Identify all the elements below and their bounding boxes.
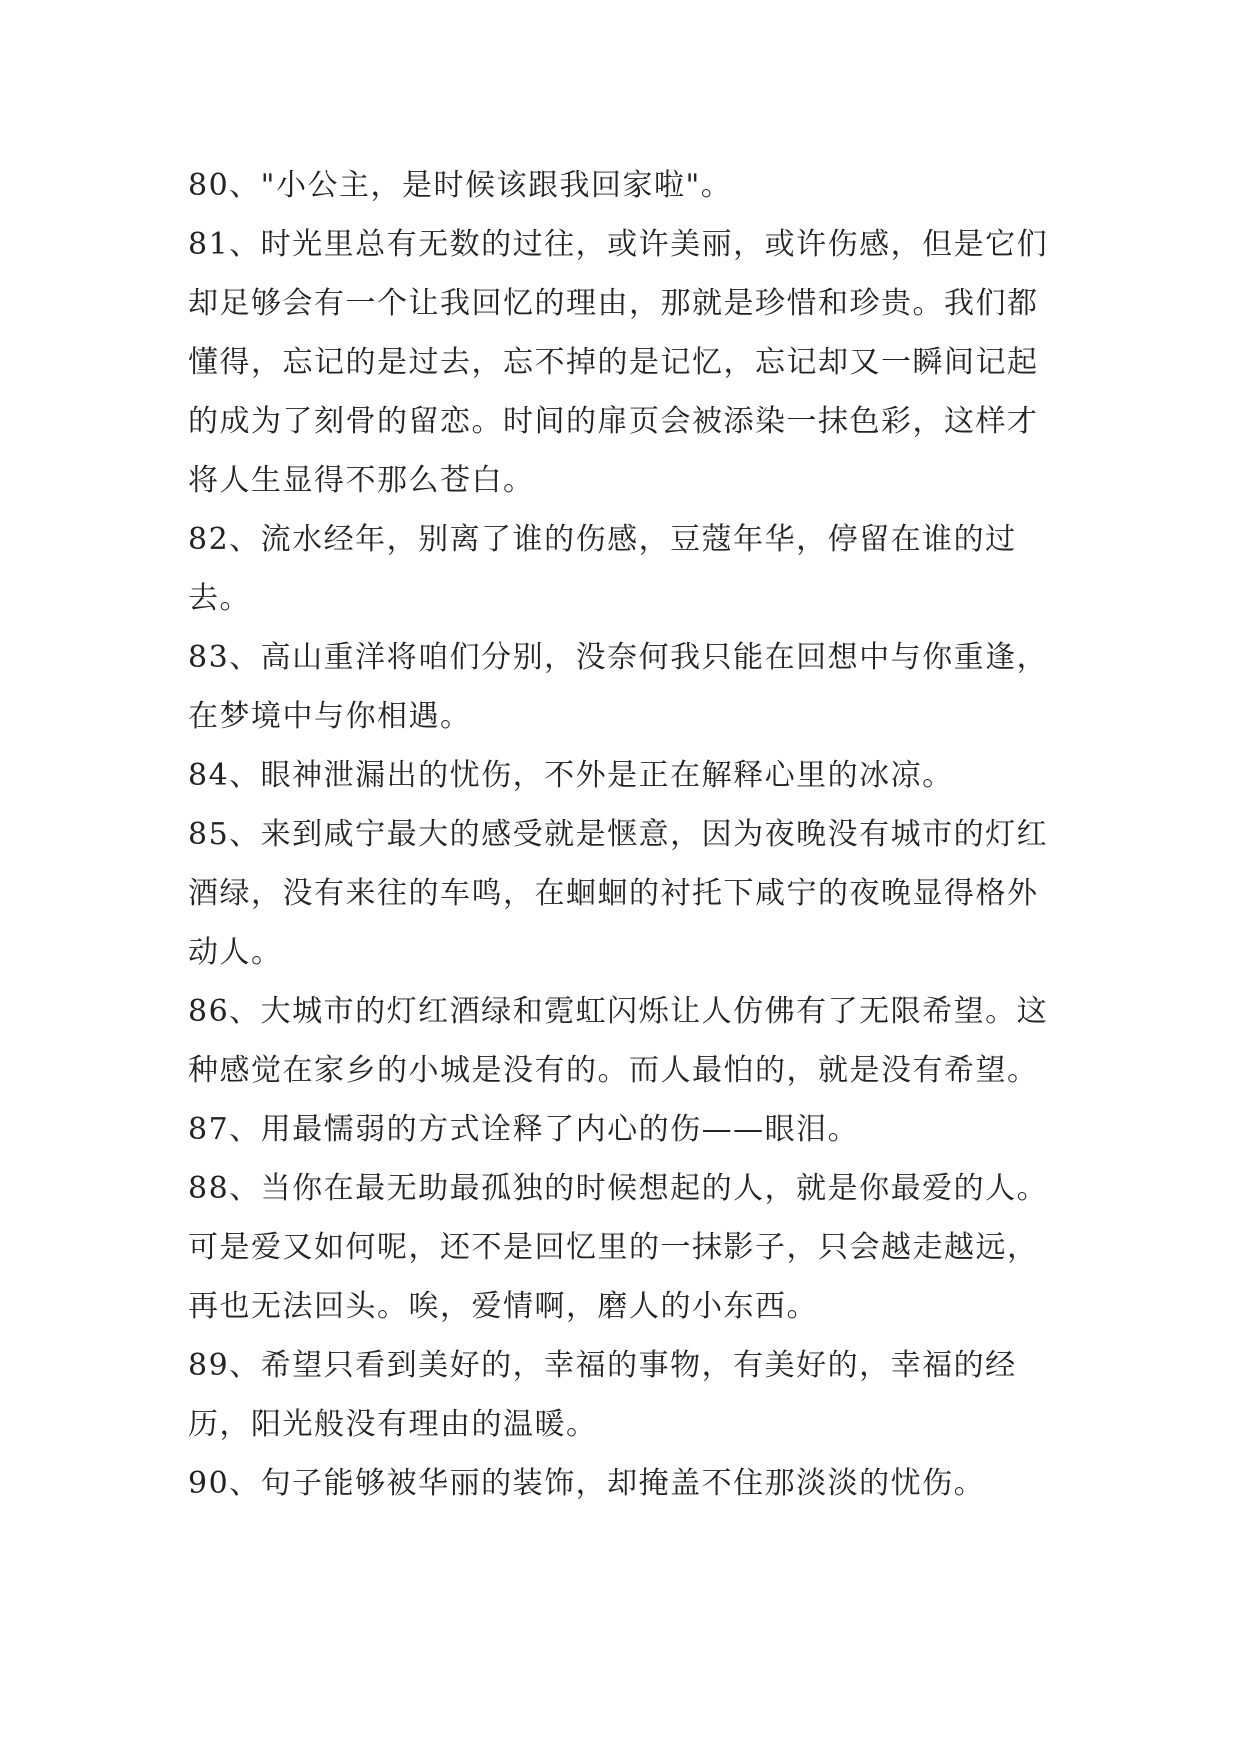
quote-80: 80、"小公主，是时候该跟我回家啦"。 (188, 168, 733, 203)
quote-86: 86、大城市的灯红酒绿和霓虹闪烁让人仿佛有了无限希望。这种感觉在家乡的小城是没有的。而人最怕的，就是没有希望。 (188, 994, 1049, 1088)
quote-87: 87、用最懦弱的方式诠释了内心的伤——眼泪。 (188, 1112, 860, 1147)
quote-list (188, 156, 1068, 1513)
quote-90: 90、句子能够被华丽的装饰，却掩盖不住那淡淡的忧伤。 (188, 1466, 986, 1501)
quote-83: 83、高山重洋将咱们分别，没奈何我只能在回想中与你重逢，在梦境中与你相遇。 (188, 640, 1049, 734)
quote-81: 81、时光里总有无数的过往，或许美丽，或许伤感，但是它们却足够会有一个让我回忆的理由，那就是珍惜和珍贵。我们都懂得，忘记的是过去，忘不掉的是记忆，忘记却又一瞬间记起的成为了刻骨的留恋。时间的扉页会被添染一抹色彩，这样才将人生显得不那么苍白。 (188, 227, 1049, 498)
quote-82: 82、流水经年，别离了谁的伤感，豆蔻年华，停留在谁的过去。 (188, 522, 1017, 616)
quote-85: 85、来到咸宁最大的感受就是惬意，因为夜晚没有城市的灯红酒绿，没有来往的车鸣，在蛔蛔的衬托下咸宁的夜晚显得格外动人。 (188, 817, 1049, 970)
quote-84: 84、眼神泄漏出的忧伤，不外是正在解释心里的冰凉。 (188, 758, 954, 793)
quote-88: 88、当你在最无助最孤独的时候想起的人，就是你最爱的人。可是爱又如何呢，还不是回忆里的一抹影子，只会越走越远，再也无法回头。唉，爱情啊，磨人的小东西。 (188, 1171, 1049, 1324)
quote-89: 89、希望只看到美好的，幸福的事物，有美好的，幸福的经历，阳光般没有理由的温暖。 (188, 1348, 1017, 1442)
